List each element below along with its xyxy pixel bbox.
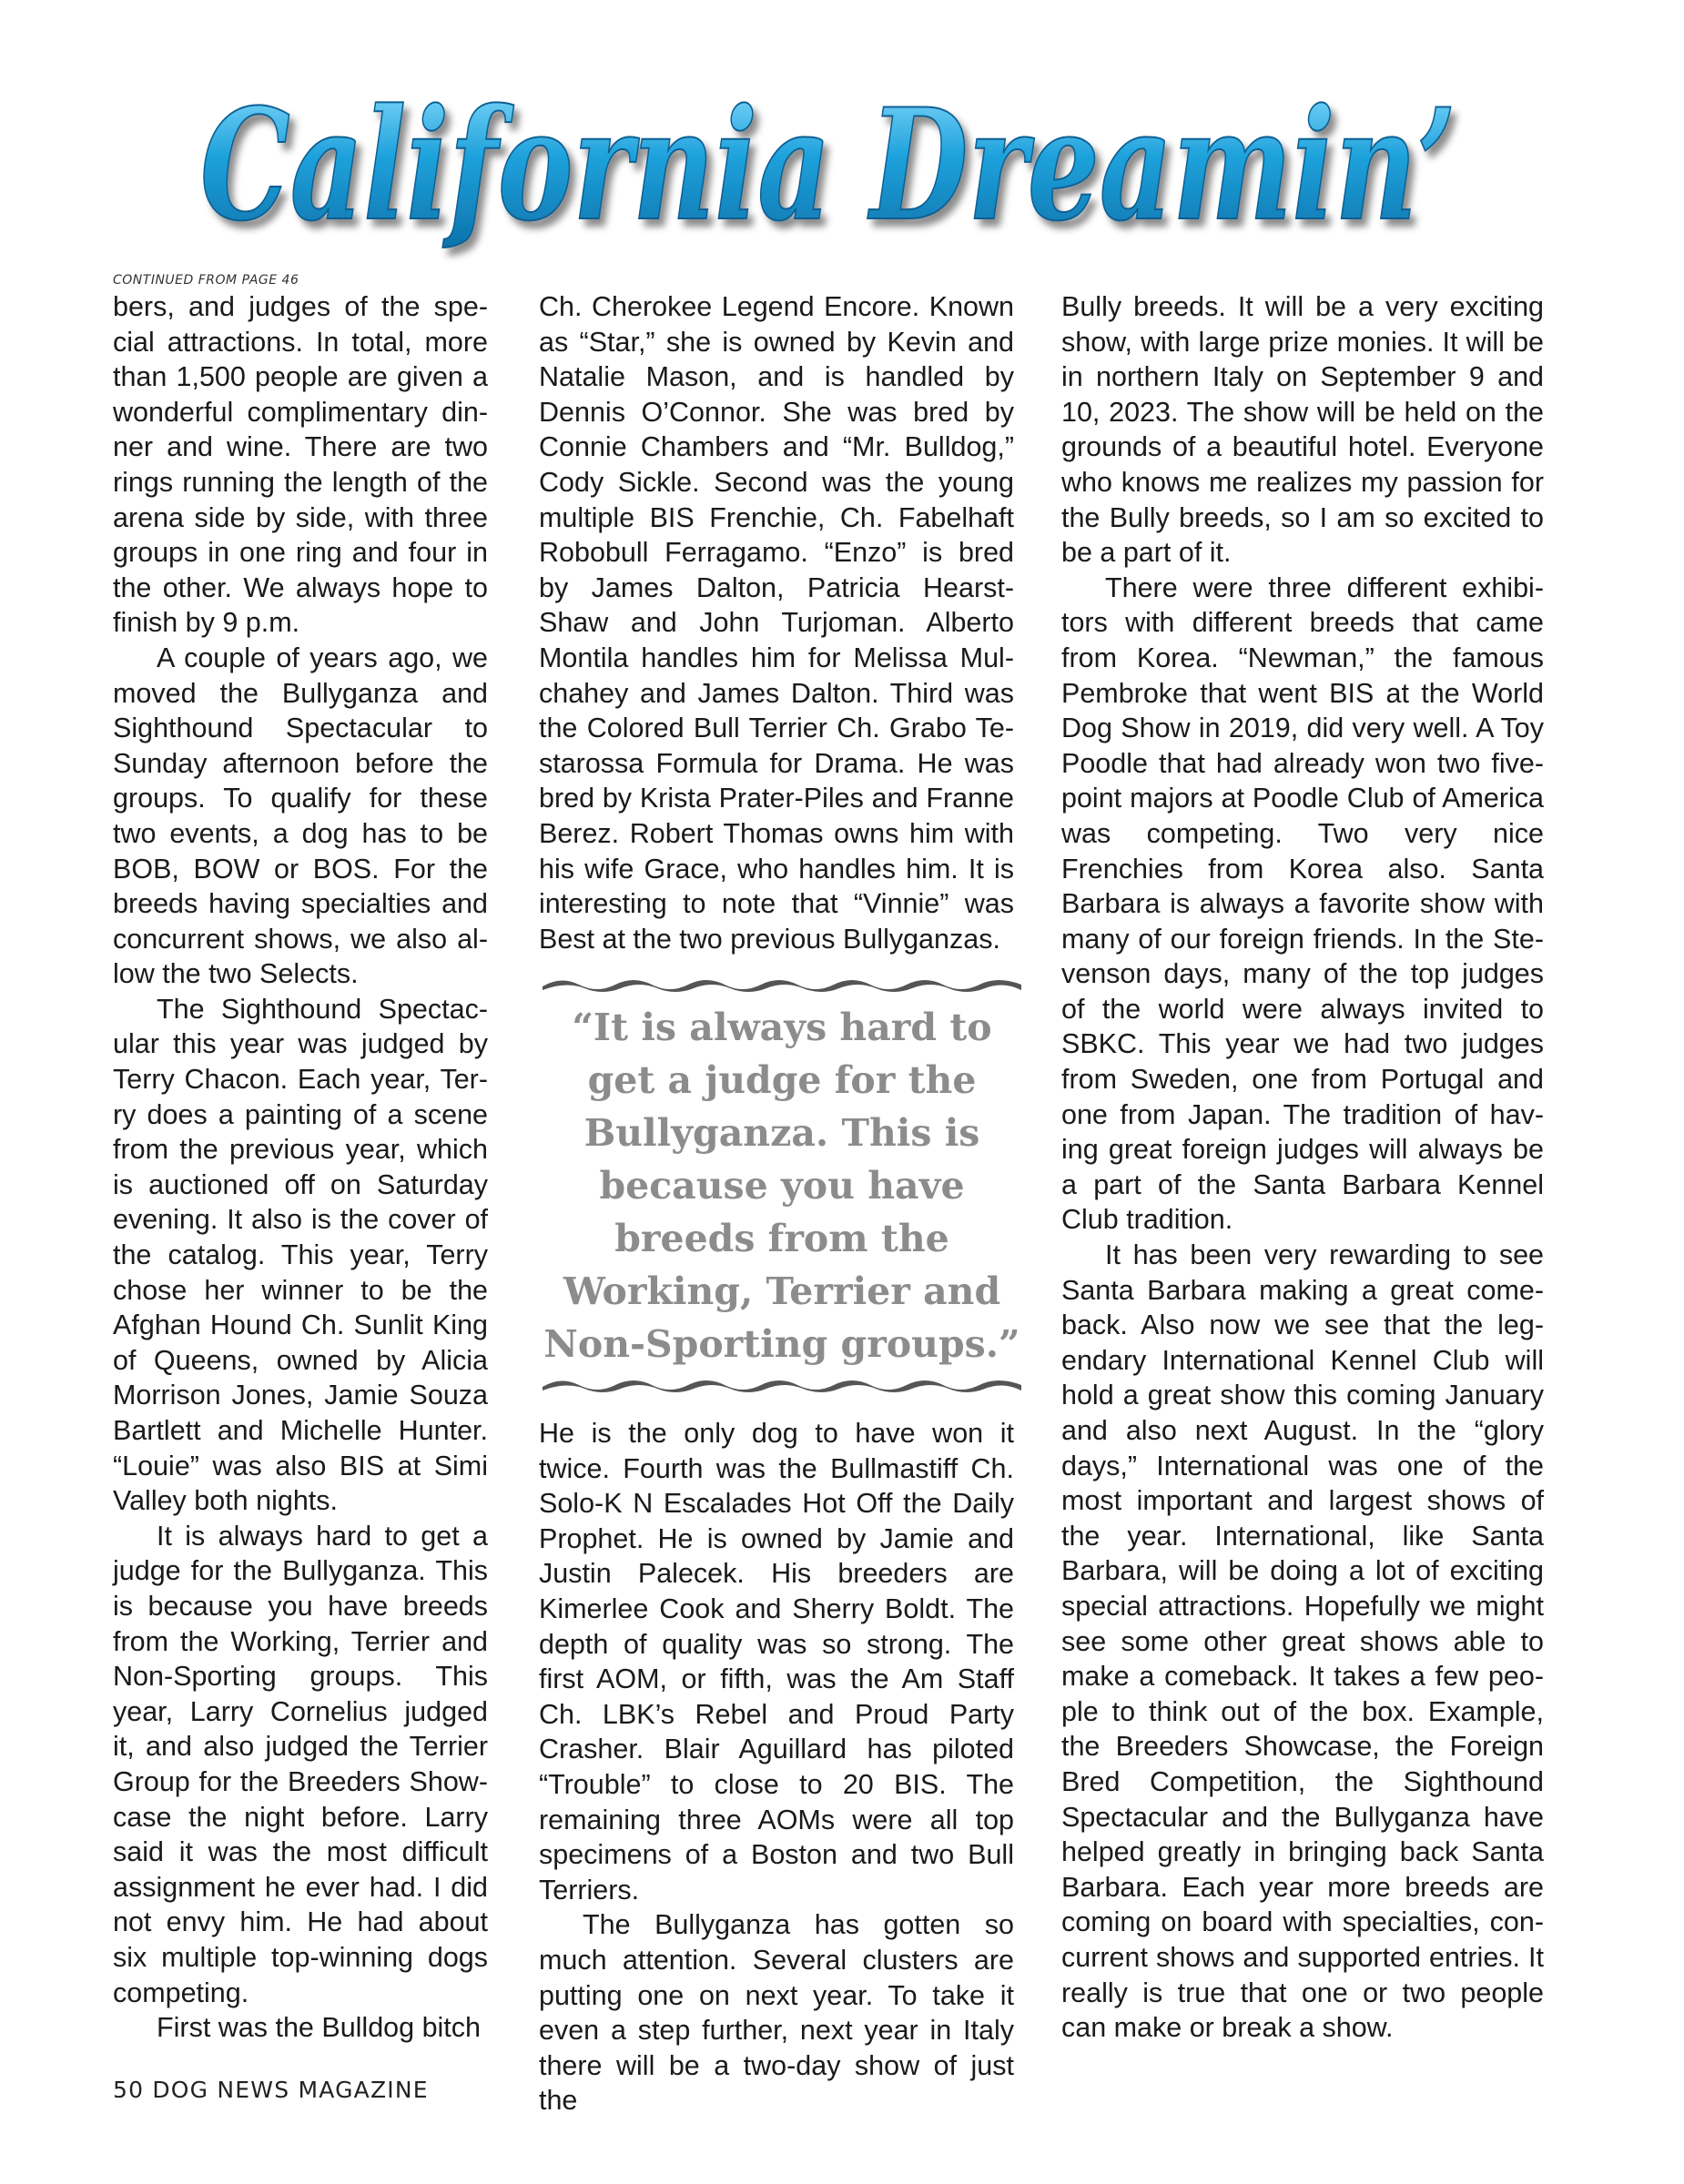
paragraph: First was the Bulldog bitch — [157, 2012, 481, 2044]
column-3 — [1061, 289, 1544, 2046]
paragraph: He is the only dog to have won it twice. Fourth was the Bullmastiff Ch. Solo-K N Escalades Hot Off the Daily Prophet. He is owned by Jamie and Justin Palecek. His breeders are Kimerlee Cook and Sherry Boldt. The depth of quality was so strong. The first AOM, or fifth, was the Am Staff Ch. LBK’s Rebel and Proud Party Crasher. Blair Aguillard has piloted “Trouble” to close to 20 BIS. The remaining three AOMs were all top specimens of a Boston and two Bull Terriers. — [539, 1418, 1014, 1906]
column-1 — [113, 289, 488, 2046]
paragraph: There were three different exhibitors with different breeds that came from Korea. “Newman,” the famous Pembroke that went BIS at the World Dog Show in 2019, did very well. A Toy Poodle that had already won two five-point majors at Poodle Club of America was competing. Two very nice Frenchies from Korea also. Santa Barbara is always a favorite show with many of our foreign friends. In the Stevenson days, many of the top judges of the world were always invited to SBKC. This year we had two judges from Sweden, one from Portugal and one from Japan. The tradition of having great foreign judges will always be a part of the Santa Barbara Kennel Club tradition. — [1061, 571, 1544, 1236]
paragraph: The Sighthound Spectacular this year was judged by Terry Chacon. Each year, Terry does a painting of a scene from the previous year, which is auctioned off on Saturday evening. It also is the cover of the catalog. This year, Terry chose her winner to be the Afghan Hound Ch. Sunlit King of Queens, owned by Alicia Morrison Jones, Jamie Souza Bartlett and Michelle Hunter. “Louie” was also BIS at Simi Valley both nights. — [113, 993, 488, 1517]
paragraph: Ch. Cherokee Legend Encore. Known as “Star,” she is owned by Kevin and Natalie Mason, and is handled by Dennis O’Connor. She was bred by Connie Chambers and “Mr. Bulldog,” Cody Sickle. Second was the young multiple BIS Frenchie, Ch. Fabelhaft Robobull Ferragamo. “Enzo” is bred by James Dalton, Patricia Hearst-Shaw and John Turjoman. Alberto Montila handles him for Melissa Mulchahey and James Dalton. Third was the Colored Bull Terrier Ch. Grabo Testarossa Formula for Drama. He was bred by Krista Prater-Piles and Franne Berez. Robert Thomas owns him with his wife Grace, who handles him. It is interesting to note that “Vinnie” was Best at the two previous Bullyganzas. — [539, 291, 1014, 955]
page-footer: 50 DOG NEWS MAGAZINE — [113, 2077, 429, 2103]
paragraph: bers, and judges of the special attractions. In total, more than 1,500 people are given a wonderful complimentary dinner and wine. There are two rings running the length of the arena side by side, with three groups in one ring and four in the other. We always hope to finish by 9 p.m. — [113, 291, 488, 639]
headline — [191, 64, 1466, 282]
paragraph: Bully breeds. It will be a very exciting show, with large prize monies. It will be in northern Italy on September 9 and 10, 2023. The show will be held on the grounds of a beautiful hotel. Everyone who knows me realizes my passion for the Bully breeds, so I am so excited to be a part of it. — [1061, 291, 1544, 569]
pull-quote-text: “It is always hard to get a judge for the Bullyganza. This is because you have breeds from the Working, Terrier and Non-Sporting groups.” — [543, 1006, 1020, 1366]
headline-title: California Dreamin’ — [200, 75, 1456, 255]
pull-quote — [543, 976, 1021, 1403]
paragraph: It is always hard to get a judge for the Bullyganza. This is because you have breeds from the Working, Terrier and Non-Sporting groups. This year, Larry Cornelius judged it, and also judged the Terrier Group for the Breeders Showcase the night before. Larry said it was the most difficult assignment he ever had. I did not envy him. He had about six multiple top-winning dogs competing. — [113, 1520, 488, 2008]
headline-graphic — [191, 64, 1466, 282]
paragraph: The Bullyganza has gotten so much attention. Several clusters are putting one on next year. To take it even a step further, next year in Italy there will be a two-day show of just the — [539, 1909, 1014, 2117]
column-2-top — [539, 289, 1014, 956]
continued-note: CONTINUED FROM PAGE 46 — [113, 273, 299, 288]
wave-divider-top — [543, 976, 1021, 994]
column-2-bottom — [539, 1416, 1014, 2118]
paragraph: A couple of years ago, we moved the Bullyganza and Sighthound Spectacular to Sunday afternoon before the groups. To qualify for these two events, a dog has to be BOB, BOW or BOS. For the breeds having specialties and concurrent shows, we also allow the two Selects. — [113, 642, 488, 990]
wave-divider-bottom — [543, 1376, 1021, 1394]
paragraph: It has been very rewarding to see Santa Barbara making a great comeback. Also now we see that the legendary International Kennel Club will hold a great show this coming January and also next August. In the “glory days,” International was one of the most important and largest shows of the year. International, like Santa Barbara, will be doing a lot of exciting special attractions. Hopefully we might see some other great shows able to make a comeback. It takes a few people to think out of the box. Example, the Breeders Showcase, the Foreign Bred Competition, the Sighthound Spectacular and the Bullyganza have helped greatly in bringing back Santa Barbara. Each year more breeds are coming on board with specialties, concurrent shows and supported entries. It really is true that one or two people can make or break a show. — [1061, 1239, 1544, 2044]
